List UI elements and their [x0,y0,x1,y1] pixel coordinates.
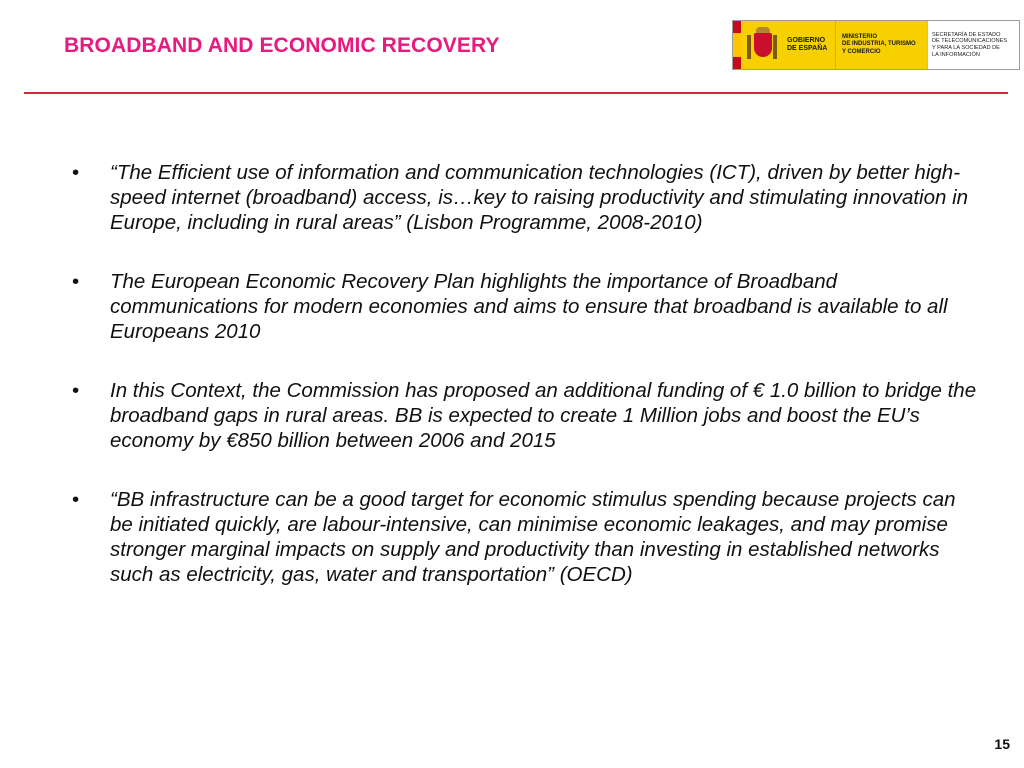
bullet-text: In this Context, the Commission has proposed an additional funding of € 1.0 billion to bridge the broadband gaps in rural areas. BB is expected to create 1 Million jobs and boost the EU’s economy by €850 billion between 2006 and 2015 [110,379,977,452]
bullet-text: “The Efficient use of information and communication technologies (ICT), driven by better high-speed internet (broadband) access, is…key to raising productivity and stimulating innovation in Europe, including in rural areas” (Lisbon Programme, 2008-2010) [110,161,969,234]
bullet-item [72,378,982,453]
bullet-marker: • [72,488,80,511]
ministry-line-2: DE INDUSTRIA, TURISMO [842,41,916,48]
shield-icon [754,33,772,57]
spanish-flag-stripe [733,21,741,69]
bullet-marker: • [72,379,80,402]
ministry-label [835,21,927,69]
slide-title: BROADBAND AND ECONOMIC RECOVERY [64,34,500,57]
bullet-item [72,160,982,235]
government-logo [732,20,1020,70]
coat-of-arms-icon [741,21,783,69]
bullet-list [72,160,982,621]
gov-line-2: DE ESPAÑA [787,45,828,52]
ministry-line-1: MINISTERIO [842,33,878,40]
bullet-item [72,487,982,587]
secretariat-line-2: DE TELECOMUNICACIONES [932,38,1008,45]
secretariat-line-3: Y PARA LA SOCIEDAD DE [932,45,1000,51]
secretariat-label [927,21,1019,69]
pillar-right-icon [773,35,777,59]
pillar-left-icon [747,35,751,59]
gov-line-1: GOBIERNO [787,36,826,44]
gobierno-label [783,21,835,69]
title-divider [24,92,1008,94]
bullet-marker: • [72,270,80,293]
bullet-text: “BB infrastructure can be a good target for economic stimulus spending because projects can be initiated quickly, are labour-intensive, can minimise economic leakages, and may promise stronger marginal impacts on supply and productivity than investing in established networks such as electricity, gas, water and transportation” (OECD) [110,488,956,586]
secretariat-line-4: LA INFORMACIÓN [932,51,980,58]
bullet-text: The European Economic Recovery Plan highlights the importance of Broadband communications for modern economies and aims to ensure that broadband is available to all Europeans 2010 [110,270,948,343]
bullet-marker: • [72,161,80,184]
bullet-item [72,269,982,344]
ministry-line-3: Y COMERCIO [842,48,881,55]
page-number: 15 [994,736,1010,752]
secretariat-line-1: SECRETARÍA DE ESTADO [932,31,1001,38]
